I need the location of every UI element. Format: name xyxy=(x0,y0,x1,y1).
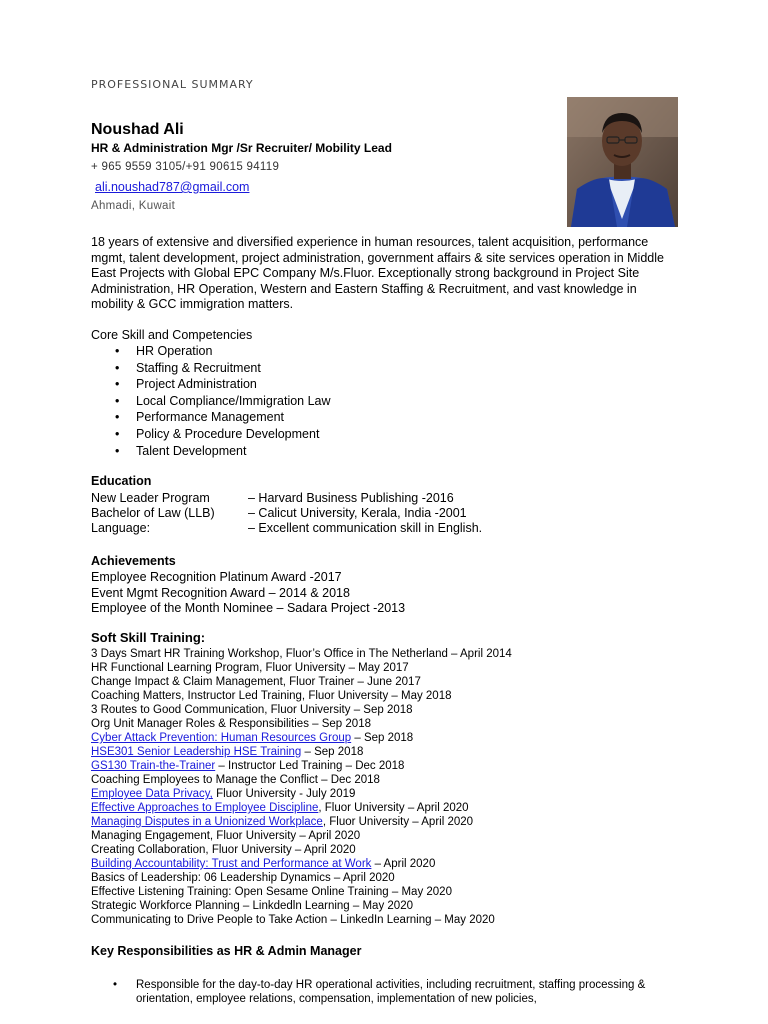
training-link[interactable]: Employee Data Privacy, xyxy=(91,788,213,800)
training-text: Communicating to Drive People to Take Action – LinkedIn Learning – May 2020 xyxy=(91,914,495,926)
list-item xyxy=(91,376,331,393)
training-text: – Instructor Led Training – Dec 2018 xyxy=(215,760,405,772)
list-item-text: Staffing & Recruitment xyxy=(136,360,261,375)
training-item xyxy=(91,689,512,703)
list-item-text: Project Administration xyxy=(136,377,257,392)
list-item-text: Talent Development xyxy=(136,443,247,458)
list-item-text: Local Compliance/Immigration Law xyxy=(136,393,331,408)
candidate-name: Noushad Ali xyxy=(91,121,184,138)
training-text: Basics of Leadership: 06 Leadership Dynamics – April 2020 xyxy=(91,872,395,884)
training-item xyxy=(91,885,512,899)
training-text: HR Functional Learning Program, Fluor University – May 2017 xyxy=(91,662,409,674)
training-link[interactable]: Cyber Attack Prevention: Human Resources Group xyxy=(91,732,352,744)
bullet-icon: • xyxy=(115,377,120,392)
list-item xyxy=(91,409,331,426)
training-item xyxy=(91,815,512,829)
training-link[interactable]: Managing Disputes in a Unionized Workplace xyxy=(91,816,323,828)
list-item xyxy=(91,360,331,377)
training-text: 3 Days Smart HR Training Workshop, Fluor’s Office in The Netherland – April 2014 xyxy=(91,648,512,660)
training-link[interactable]: Building Accountability: Trust and Performance at Work xyxy=(91,858,372,870)
training-item xyxy=(91,857,512,871)
phone-number: + 965 9559 3105/+91 90615 94119 xyxy=(91,161,280,173)
training-text: Org Unit Manager Roles & Responsibilities – Sep 2018 xyxy=(91,718,371,730)
core-skills-list xyxy=(91,343,331,459)
training-text: Fluor University - July 2019 xyxy=(212,788,356,800)
education-label: Bachelor of Law (LLB) xyxy=(91,506,215,520)
responsibilities-title: Key Responsibilities as HR & Admin Manager xyxy=(91,944,362,958)
training-text: – Sep 2018 xyxy=(351,732,414,744)
location: Ahmadi, Kuwait xyxy=(91,200,176,212)
training-item xyxy=(91,773,512,787)
list-item: Event Mgmt Recognition Award – 2014 & 2018 xyxy=(91,585,350,600)
education-value: – Excellent communication skill in English. xyxy=(248,521,483,535)
training-text: Coaching Matters, Instructor Led Training, Fluor University – May 2018 xyxy=(91,690,452,702)
education-row xyxy=(91,506,467,521)
education-value: – Harvard Business Publishing -2016 xyxy=(248,491,454,505)
bullet-icon: • xyxy=(115,393,120,408)
education-label: Language: xyxy=(91,521,151,535)
section-heading: PROFESSIONAL SUMMARY xyxy=(91,78,254,91)
profile-photo xyxy=(567,97,678,227)
list-item: Employee Recognition Platinum Award -2017 xyxy=(91,570,342,584)
training-item xyxy=(91,703,512,717)
bullet-icon: • xyxy=(115,443,120,458)
education-row xyxy=(91,491,454,506)
training-text: Effective Listening Training: Open Sesame Online Training – May 2020 xyxy=(91,886,452,898)
training-text: , Fluor University – April 2020 xyxy=(322,816,474,828)
education-row xyxy=(91,521,482,536)
training-text: Change Impact & Claim Management, Fluor Trainer – June 2017 xyxy=(91,676,421,688)
training-item xyxy=(91,661,512,675)
list-item xyxy=(91,443,331,460)
education-label: New Leader Program xyxy=(91,491,210,505)
candidate-title: HR & Administration Mgr /Sr Recruiter/ Mobility Lead xyxy=(91,141,392,155)
soft-skill-title: Soft Skill Training: xyxy=(91,630,206,645)
training-text: Strategic Workforce Planning – Linkdedln Learning – May 2020 xyxy=(91,900,413,912)
training-item xyxy=(91,787,512,801)
training-item xyxy=(91,801,512,815)
list-item xyxy=(91,393,331,410)
training-item xyxy=(91,843,512,857)
bullet-icon: • xyxy=(115,410,120,425)
training-text: Coaching Employees to Manage the Conflict – Dec 2018 xyxy=(91,774,380,786)
profile-photo-image xyxy=(567,97,678,227)
training-item xyxy=(91,913,512,927)
summary-paragraph: 18 years of extensive and diversified experience in human resources, talent acquisition, performance mgmt, talent development, project administration, government affairs & site services operation in Middle East Projects with Global EPC Company M/s.Fluor. Exceptionally strong background in Project Site Administration, HR Operation, Western and Eastern Staffing & Recruitment, and vast knowledge in mobility & GCC immigration matters. xyxy=(91,235,664,311)
list-item-text: Performance Management xyxy=(136,410,284,425)
training-item xyxy=(91,759,512,773)
achievements-list xyxy=(91,570,405,617)
training-item xyxy=(91,899,512,913)
bullet-icon: • xyxy=(113,979,118,991)
training-item xyxy=(91,871,512,885)
training-link[interactable]: GS130 Train-the-Trainer xyxy=(91,760,216,772)
list-item xyxy=(91,978,671,1006)
list-item: Employee of the Month Nominee – Sadara Project -2013 xyxy=(91,601,406,615)
list-item xyxy=(91,343,331,360)
achievements-title: Achievements xyxy=(91,554,176,568)
training-item xyxy=(91,745,512,759)
training-text: , Fluor University – April 2020 xyxy=(318,802,469,814)
education-title: Education xyxy=(91,474,152,488)
list-item-text: Responsible for the day-to-day HR operational activities, including recruitment, staffing processing & orientation, employee relations, compensation, implementation of new policies, xyxy=(136,979,646,1005)
training-item xyxy=(91,829,512,843)
training-text: Creating Collaboration, Fluor University – April 2020 xyxy=(91,844,356,856)
education-value: – Calicut University, Kerala, India -2001 xyxy=(248,506,467,520)
list-item-text: Policy & Procedure Development xyxy=(136,426,320,441)
bullet-icon: • xyxy=(115,426,120,441)
training-list xyxy=(91,647,512,927)
core-skills-title: Core Skill and Competencies xyxy=(91,328,253,342)
bullet-icon: • xyxy=(115,360,120,375)
bullet-icon: • xyxy=(115,344,120,358)
training-link[interactable]: HSE301 Senior Leadership HSE Training xyxy=(91,746,302,758)
list-item xyxy=(91,426,331,443)
training-link[interactable]: Effective Approaches to Employee Discipline xyxy=(91,802,319,814)
email-link[interactable]: ali.noushad787@gmail.com xyxy=(95,180,250,194)
training-item xyxy=(91,731,512,745)
training-item xyxy=(91,717,512,731)
training-text: – Sep 2018 xyxy=(301,746,364,758)
training-text: Managing Engagement, Fluor University – April 2020 xyxy=(91,830,361,842)
training-item xyxy=(91,675,512,689)
training-text: 3 Routes to Good Communication, Fluor University – Sep 2018 xyxy=(91,704,413,716)
training-item xyxy=(91,647,512,661)
training-text: – April 2020 xyxy=(371,858,436,870)
list-item-text: HR Operation xyxy=(136,344,213,358)
